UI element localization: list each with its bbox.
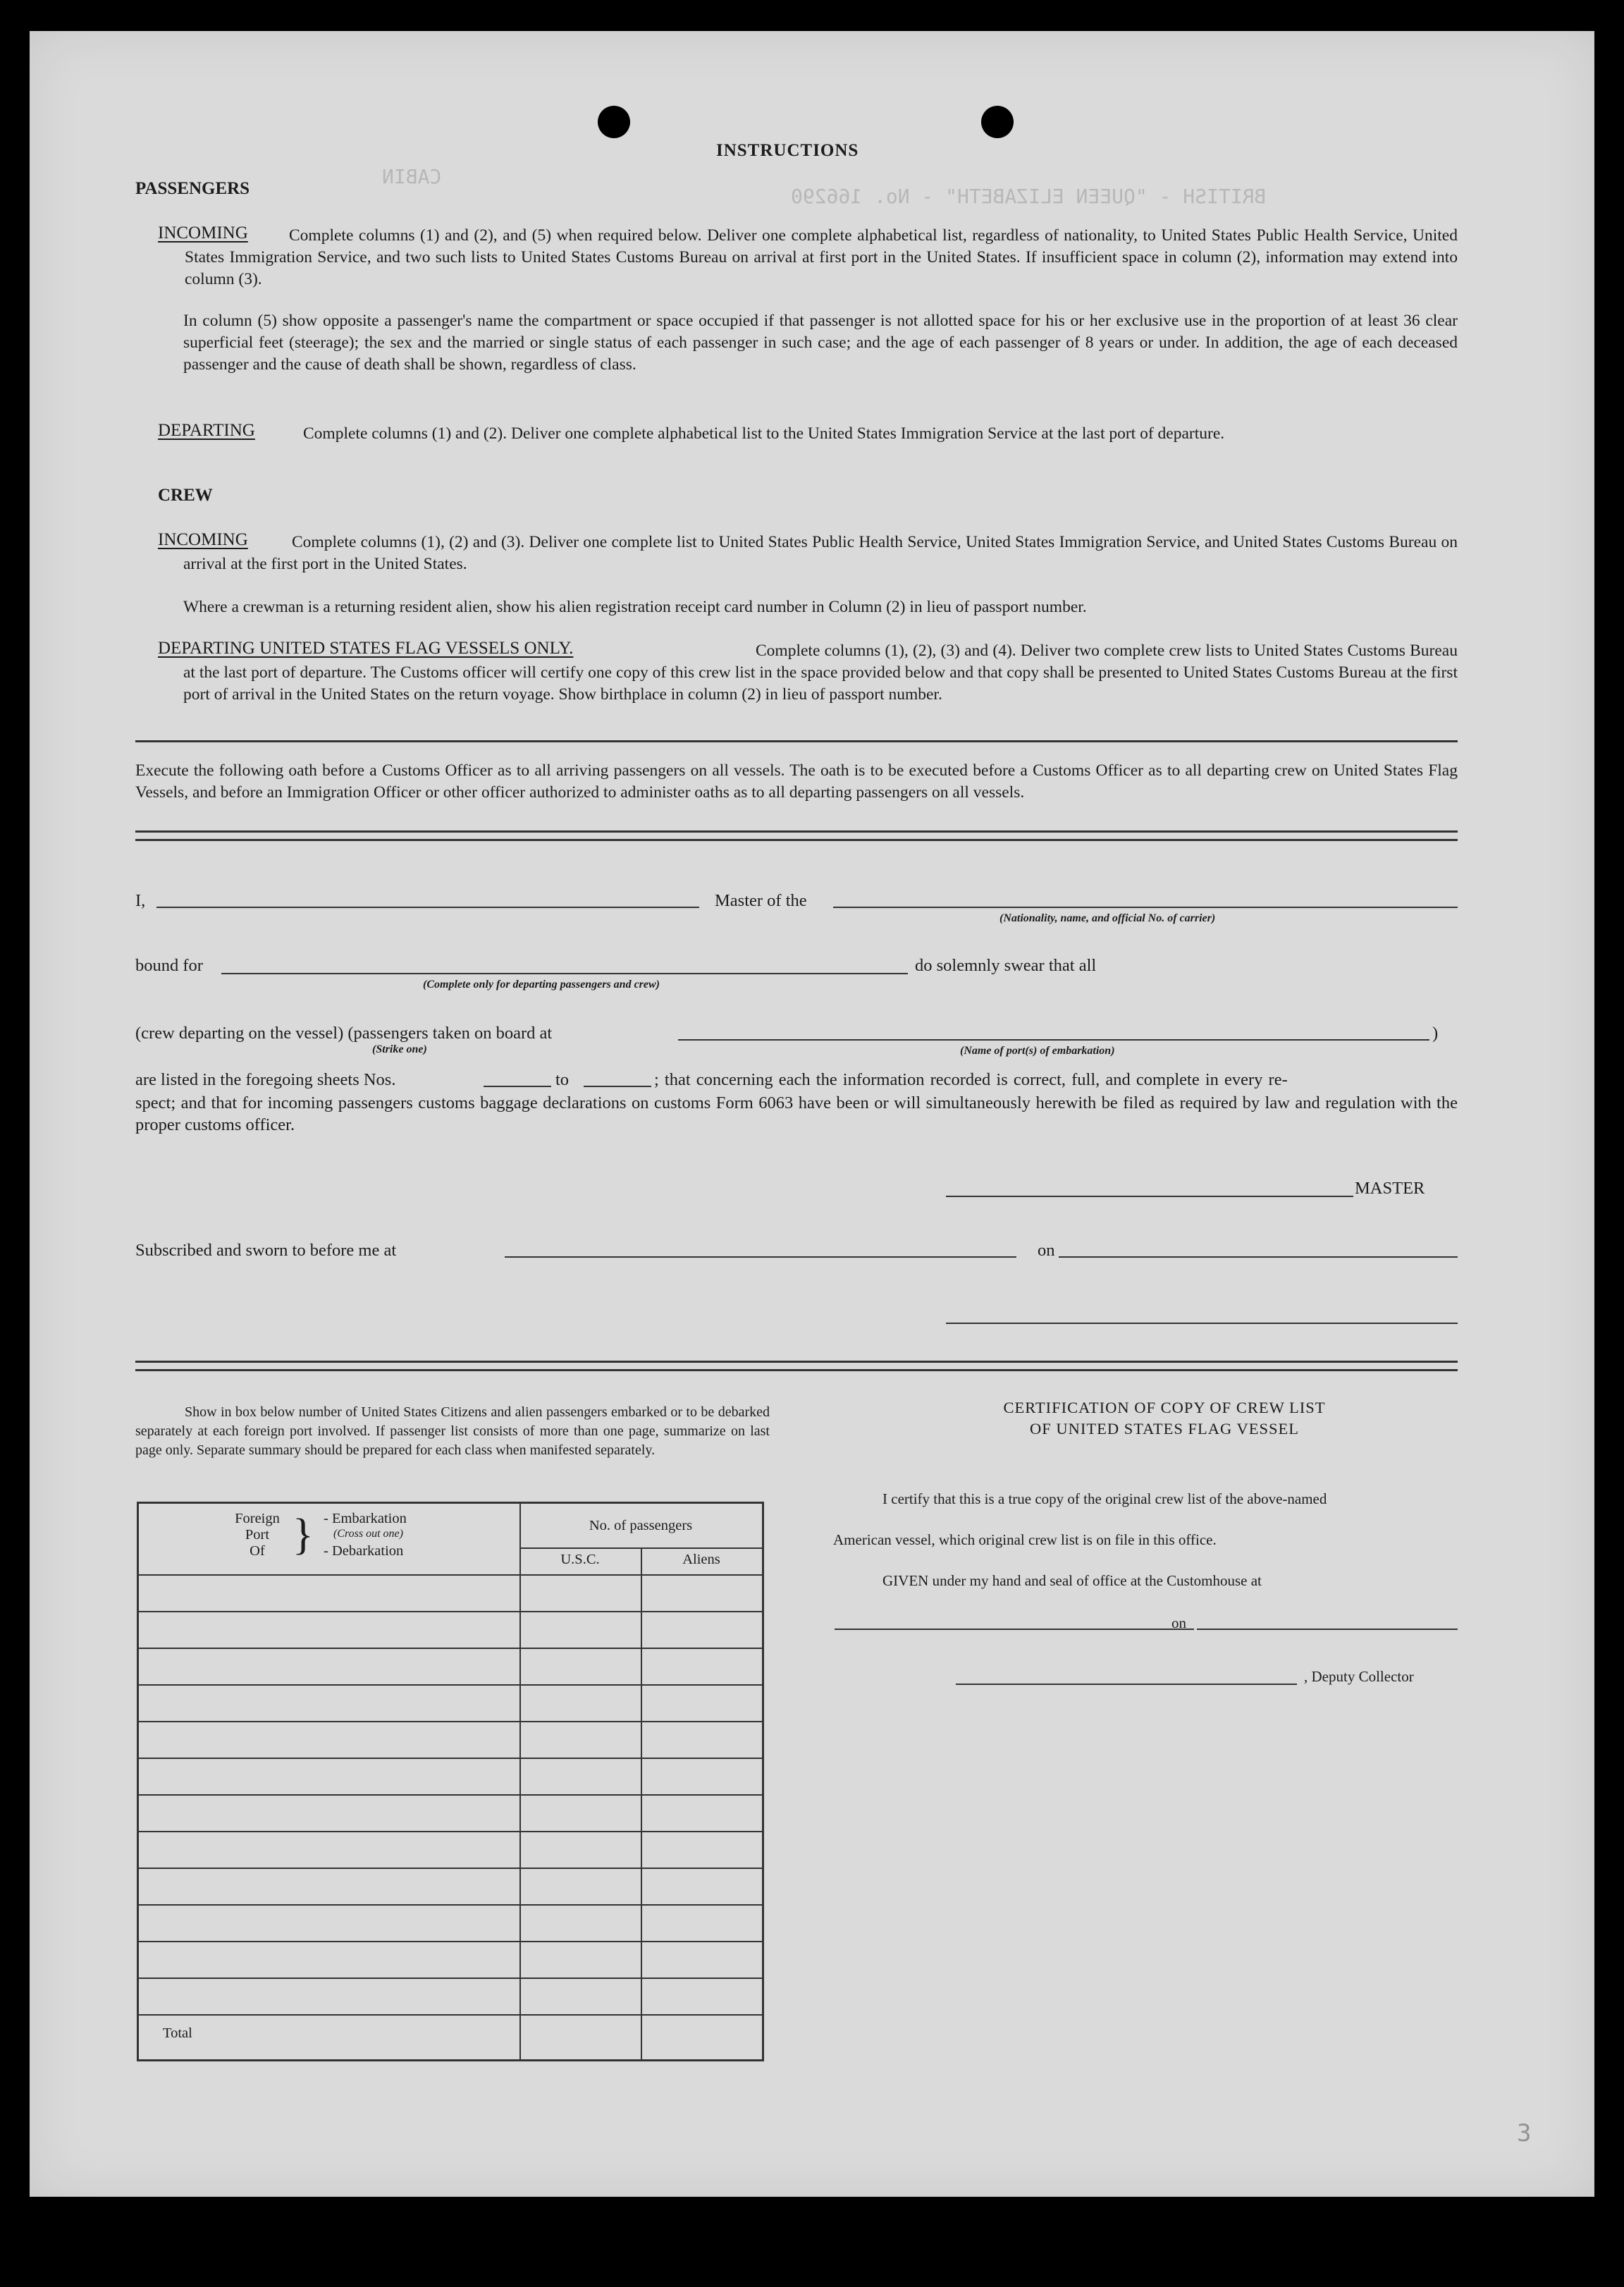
passengers-departing-text: Complete columns (1) and (2). Deliver one complete alphabetical list to the United States Immigration Service at the last port of departure. bbox=[303, 424, 1225, 443]
usc-column-header: U.S.C. bbox=[560, 1552, 600, 1567]
oath-i-label: I, bbox=[135, 891, 146, 910]
summary-instructions: Show in box below number of United States Citizens and alien passengers embarked or to be debarked separately at each foreign port involved. If passenger list consists of more than one page, summarize on last page only. Separate summary should be prepared for each class when manifested separately. bbox=[135, 1404, 770, 1458]
certify-text-cont: American vessel, which original crew list is on file in this office. bbox=[833, 1531, 1217, 1548]
show-through-text: BRITISH - "QUEEN ELIZABETH" - No. 166290 bbox=[791, 185, 1267, 208]
show-through-page-number: 3 bbox=[1517, 2119, 1532, 2147]
crew-resident-text: Where a crewman is a returning resident alien, show his alien registration receipt card number in Column (2) in lieu of passport number. bbox=[183, 598, 1087, 616]
aliens-column-header: Aliens bbox=[682, 1552, 720, 1567]
given-text: GIVEN under my hand and seal of office at the Customhouse at bbox=[882, 1572, 1262, 1589]
master-of-label: Master of the bbox=[715, 891, 807, 910]
embarkation-ports-field[interactable] bbox=[678, 1039, 1429, 1041]
listed-text-end: spect; and that for incoming passengers customs baggage declarations on customs Form 6063 have been or will simultaneously herewith be filed as required by law and regulation with the proper customs officer. bbox=[135, 1093, 1458, 1134]
table-row bbox=[139, 2014, 762, 2016]
cross-out-caption: (Cross out one) bbox=[333, 1528, 403, 1540]
sheet-from-field[interactable] bbox=[484, 1086, 551, 1087]
master-signature-field[interactable] bbox=[946, 1196, 1353, 1197]
certification-on-label: on bbox=[1171, 1614, 1186, 1631]
table-header-bottom bbox=[139, 1574, 762, 1576]
passengers-incoming-label: INCOMING bbox=[158, 223, 248, 243]
ports-caption: (Name of port(s) of embarkation) bbox=[960, 1045, 1115, 1057]
carrier-caption: (Nationality, name, and official No. of carrier) bbox=[999, 912, 1216, 924]
punch-hole-left bbox=[598, 106, 630, 138]
punch-hole-right bbox=[981, 106, 1014, 138]
master-name-field[interactable] bbox=[156, 907, 699, 908]
foreign-label: Foreign bbox=[235, 1511, 280, 1526]
close-paren: ) bbox=[1432, 1024, 1439, 1043]
crew-departing-text: (crew departing on the vessel) (passengers taken on board at bbox=[135, 1024, 553, 1043]
table-row bbox=[139, 1978, 762, 1979]
listed-text: are listed in the foregoing sheets Nos. bbox=[135, 1070, 396, 1089]
show-through-text: CABIN bbox=[382, 165, 442, 188]
crew-departing-label: DEPARTING UNITED STATES FLAG VESSELS ONLY. bbox=[158, 639, 574, 658]
table-column-divider bbox=[519, 1504, 521, 2059]
embarkation-label: - Embarkation bbox=[324, 1511, 407, 1526]
table-row bbox=[139, 1648, 762, 1649]
crew-departing-text: Complete columns (1), (2), (3) and (4). Deliver two complete crew lists to United States Customs Bureau at the last port of departure. The Customs officer will certify one copy of this crew list in the space provided below and that copy shall be presented to United States Customs Bureau at the first port of arrival in the United States on the return voyage. Show birthplace in column (2) in lieu of passport number. bbox=[183, 642, 1458, 704]
sheet-to-field[interactable] bbox=[584, 1086, 651, 1087]
table-row bbox=[139, 1794, 762, 1796]
divider bbox=[135, 1361, 1458, 1363]
sworn-on-label: on bbox=[1038, 1241, 1055, 1260]
table-row bbox=[139, 1611, 762, 1612]
divider bbox=[135, 839, 1458, 841]
table-row bbox=[139, 1904, 762, 1906]
crew-heading: CREW bbox=[158, 486, 213, 505]
total-label: Total bbox=[163, 2025, 192, 2041]
oath-intro-text: Execute the following oath before a Customs Officer as to all arriving passengers on all vessels. The oath is to be executed before a Customs Officer as to all departing crew on United States Flag Vessels, and before an Immigration Officer or other officer authorized to administer oaths as to all departing passengers on all vessels. bbox=[135, 761, 1458, 802]
bound-for-caption: (Complete only for departing passengers and crew) bbox=[423, 979, 660, 991]
table-row bbox=[139, 1831, 762, 1832]
deputy-collector-signature-field[interactable] bbox=[956, 1684, 1297, 1685]
table-row bbox=[139, 1868, 762, 1869]
column5-text: In column (5) show opposite a passenger's name the compartment or space occupied if that passenger is not allotted space for his or her exclusive use in the proportion of at least 36 clear superficial feet (steerage); the sex and the married or single status of each passenger in such case; and the age of each passenger of 8 years or under. In addition, the age of each deceased passenger and the cause of death shall be shown, regardless of class. bbox=[183, 312, 1458, 374]
deputy-collector-label: , Deputy Collector bbox=[1304, 1668, 1414, 1685]
carrier-field[interactable] bbox=[833, 907, 1458, 908]
page-title: INSTRUCTIONS bbox=[716, 141, 859, 160]
table-row bbox=[139, 1684, 762, 1686]
certification-date-field[interactable] bbox=[1197, 1629, 1458, 1630]
customhouse-field[interactable] bbox=[835, 1629, 1194, 1630]
brace-icon: } bbox=[293, 1511, 314, 1559]
table-row bbox=[139, 1721, 762, 1722]
divider bbox=[135, 740, 1458, 742]
passengers-heading: PASSENGERS bbox=[135, 179, 250, 198]
debarkation-label: - Debarkation bbox=[324, 1543, 404, 1559]
crew-incoming-label: INCOMING bbox=[158, 530, 248, 549]
sworn-place-field[interactable] bbox=[505, 1256, 1016, 1258]
listed-to-label: to bbox=[555, 1070, 570, 1089]
crew-incoming-text: Complete columns (1), (2) and (3). Deliver one complete list to United States Public Health Service, United States Immigration Service, and United States Customs Bureau on arrival at the first port in the United States. bbox=[183, 533, 1458, 573]
certify-text: I certify that this is a true copy of the original crew list of the above-named bbox=[882, 1490, 1327, 1507]
no-of-passengers-label: No. of passengers bbox=[589, 1518, 693, 1533]
listed-text-cont: ; that concerning each the information recorded is correct, full, and complete in every re- bbox=[654, 1070, 1288, 1089]
table-row bbox=[139, 1758, 762, 1759]
table-row bbox=[139, 1941, 762, 1942]
officer-signature-field[interactable] bbox=[946, 1323, 1458, 1324]
certification-subtitle: OF UNITED STATES FLAG VESSEL bbox=[1029, 1420, 1300, 1437]
of-label: Of bbox=[250, 1543, 265, 1559]
divider bbox=[135, 830, 1458, 833]
port-label: Port bbox=[245, 1527, 270, 1543]
swear-text: do solemnly swear that all bbox=[915, 956, 1097, 975]
bound-for-field[interactable] bbox=[221, 973, 908, 974]
passengers-departing-label: DEPARTING bbox=[158, 421, 255, 440]
subscribed-text: Subscribed and sworn to before me at bbox=[135, 1241, 397, 1260]
divider bbox=[135, 1369, 1458, 1371]
certification-title: CERTIFICATION OF COPY OF CREW LIST bbox=[1003, 1399, 1326, 1416]
passenger-summary-table bbox=[137, 1502, 764, 2061]
document-sheet bbox=[30, 31, 1594, 2197]
bound-for-label: bound for bbox=[135, 956, 203, 975]
passengers-incoming-text: Complete columns (1) and (2), and (5) when required below. Deliver one complete alphabetical list, regardless of nationality, to United States Public Health Service, United States Immigration Service, and two such lists to United States Customs Bureau on arrival at first port in the United States. If insufficient space in column (2), information may extend into column (3). bbox=[185, 226, 1458, 288]
table-column-divider bbox=[641, 1547, 642, 2059]
sworn-date-field[interactable] bbox=[1059, 1256, 1458, 1258]
strike-caption: (Strike one) bbox=[372, 1043, 427, 1055]
master-label: MASTER bbox=[1355, 1179, 1425, 1198]
table-header-divider bbox=[519, 1547, 762, 1549]
